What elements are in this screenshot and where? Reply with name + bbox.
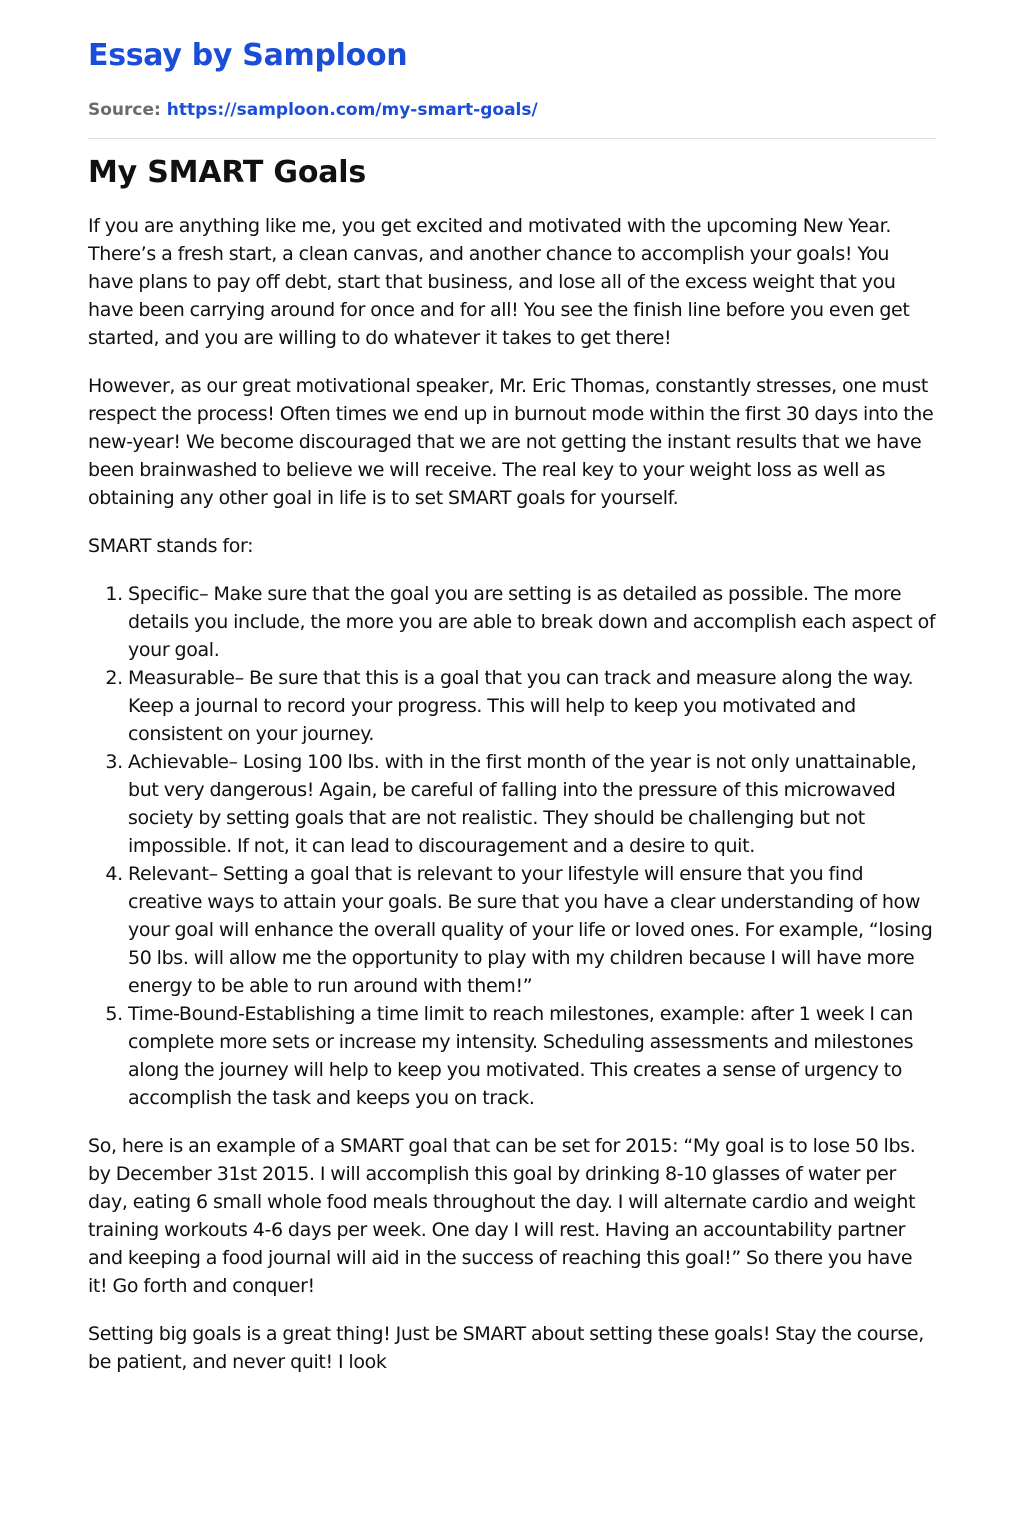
- smart-list-item: 1. Specific– Make sure that the goal you are setting is as detailed as possible. The more details you include, the more you are able to break down and accomplish each aspect of your goal.: [128, 580, 936, 664]
- smart-list-item: 5. Time-Bound-Establishing a time limit to reach milestones, example: after 1 week I can complete more sets or increase my intensity. Scheduling assessments and milestones along the journey will help to keep you motivated. This creates a sense of urgency to accomplish the task and keeps you on track.: [128, 1000, 936, 1112]
- essay-body: [88, 212, 936, 1376]
- essay-title: My SMART Goals: [88, 155, 367, 190]
- source-link[interactable]: https://samploon.com/my-smart-goals/: [166, 100, 538, 120]
- smart-list-item: 3. Achievable– Losing 100 lbs. with in the first month of the year is not only unattainable, but very dangerous! Again, be careful of falling into the pressure of this microwaved society by setting goals that are not realistic. They should be challenging but not impossible. If not, it can lead to discouragement and a desire to quit.: [128, 748, 936, 860]
- essay-paragraph: Setting big goals is a great thing! Just be SMART about setting these goals! Stay the course, be patient, and never quit! I look: [88, 1323, 924, 1373]
- smart-list: [88, 580, 936, 1112]
- essay-paragraph: So, here is an example of a SMART goal that can be set for 2015: “My goal is to lose 50 lbs. by December 31st 2015. I will accomplish this goal by drinking 8-10 glasses of water per day, eating 6 small whole food meals throughout the day. I will alternate cardio and weight training workouts 4-6 days per week. One day I will rest. Having an accountability partner and keeping a food journal will aid in the success of reaching this goal!” So there you have it! Go forth and conquer!: [88, 1135, 916, 1297]
- header-divider: [88, 138, 936, 139]
- document-page: [88, 0, 936, 1376]
- brand-title: Essay by Samploon: [88, 38, 408, 73]
- essay-paragraph: If you are anything like me, you get excited and motivated with the upcoming New Year. There’s a fresh start, a clean canvas, and another chance to accomplish your goals! You have plans to pay off debt, start that business, and lose all of the excess weight that you have been carrying around for once and for all! You see the finish line before you even get started, and you are willing to do whatever it takes to get there!: [88, 215, 910, 349]
- source-label: Source:: [88, 100, 161, 120]
- source-line: [88, 98, 936, 122]
- smart-list-item: 4. Relevant– Setting a goal that is relevant to your lifestyle will ensure that you find creative ways to attain your goals. Be sure that you have a clear understanding of how your goal will enhance the overall quality of your life or loved ones. For example, “losing 50 lbs. will allow me the opportunity to play with my children because I will have more energy to be able to run around with them!”: [128, 860, 936, 1000]
- essay-paragraph: However, as our great motivational speaker, Mr. Eric Thomas, constantly stresses, one must respect the process! Often times we end up in burnout mode within the first 30 days into the new-year! We become discouraged that we are not getting the instant results that we have been brainwashed to believe we will receive. The real key to your weight loss as well as obtaining any other goal in life is to set SMART goals for yourself.: [88, 375, 934, 509]
- essay-paragraph: SMART stands for:: [88, 535, 254, 557]
- smart-list-item: 2. Measurable– Be sure that this is a goal that you can track and measure along the way. Keep a journal to record your progress. This will help to keep you motivated and consistent on your journey.: [128, 664, 936, 748]
